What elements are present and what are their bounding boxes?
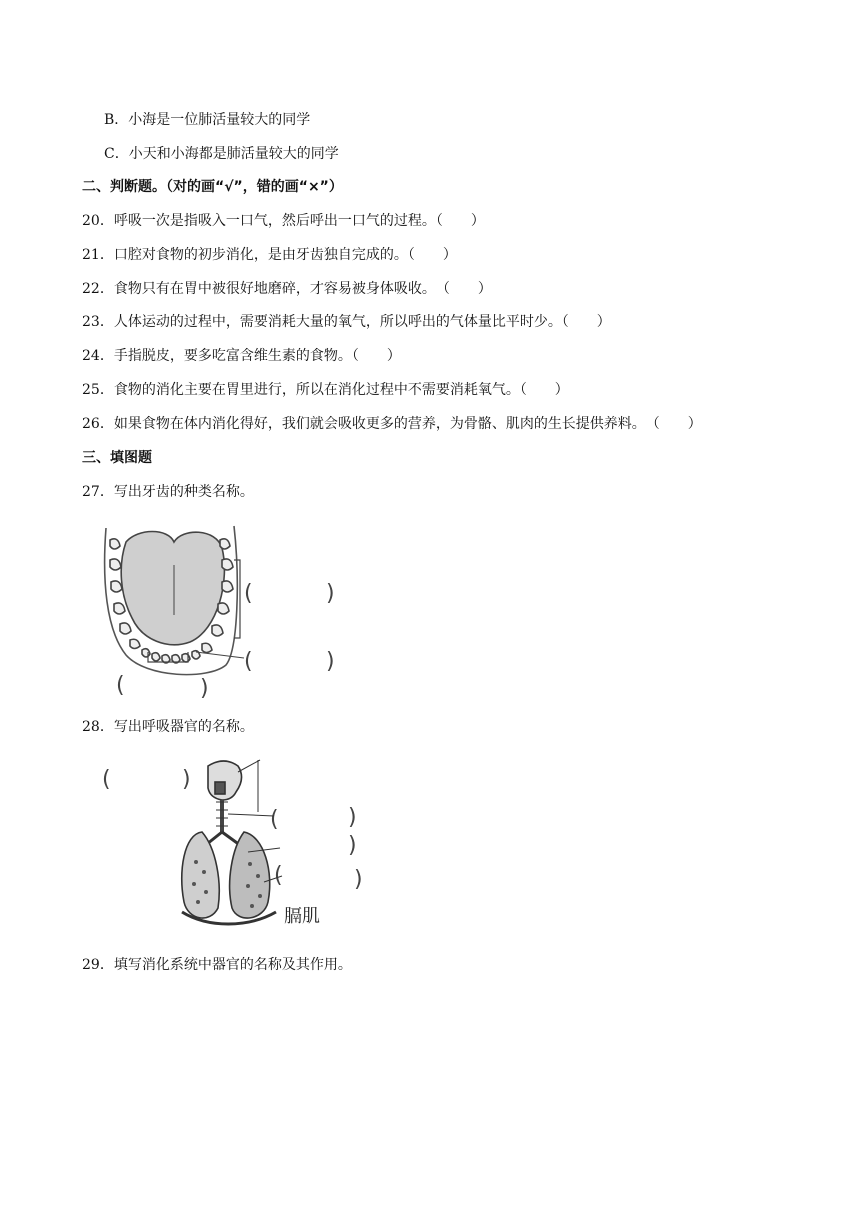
question-28: 28．写出呼吸器官的名称。 <box>82 719 254 735</box>
svg-text:): ) <box>182 767 191 792</box>
question-21: 21．口腔对食物的初步消化，是由牙齿独自完成的。（ ） <box>82 247 457 263</box>
svg-text:): ) <box>326 649 335 674</box>
section-heading-diagram: 三、填图题 <box>82 450 152 466</box>
question-23: 23．人体运动的过程中，需要消耗大量的氧气，所以呼出的气体量比平时少。（ ） <box>82 314 611 330</box>
svg-text:): ) <box>354 867 363 892</box>
svg-text:(: ( <box>116 673 125 698</box>
question-22: 22．食物只有在胃中被很好地磨碎，才容易被身体吸收。 （ ） <box>82 281 492 297</box>
svg-text:(: ( <box>270 807 279 832</box>
svg-text:): ) <box>348 833 357 858</box>
question-26: 26．如果食物在体内消化得好，我们就会吸收更多的营养，为骨骼、肌肉的生长提供养料。 （ ） <box>82 416 702 432</box>
svg-text:(: ( <box>244 581 253 606</box>
question-24: 24．手指脱皮，要多吃富含维生素的食物。（ ） <box>82 348 401 364</box>
svg-text:(: ( <box>274 863 283 888</box>
option-b: B．小海是一位肺活量较大的同学 <box>104 112 311 128</box>
respiratory-diagram <box>98 752 368 937</box>
section-heading-judgement: 二、判断题。（对的画“√”，错的画“×”） <box>82 179 343 195</box>
question-27: 27．写出牙齿的种类名称。 <box>82 484 254 500</box>
question-25: 25．食物的消化主要在胃里进行，所以在消化过程中不需要消耗氧气。（ ） <box>82 382 569 398</box>
svg-text:(: ( <box>244 649 253 674</box>
svg-text:): ) <box>200 676 209 701</box>
diaphragm-label: 膈肌 <box>284 906 320 927</box>
svg-text:): ) <box>348 805 357 830</box>
teeth-diagram <box>98 520 348 705</box>
option-c: C．小天和小海都是肺活量较大的同学 <box>104 146 339 162</box>
svg-text:): ) <box>326 581 335 606</box>
question-20: 20．呼吸一次是指吸入一口气，然后呼出一口气的过程。（ ） <box>82 213 485 229</box>
question-29: 29．填写消化系统中器官的名称及其作用。 <box>82 957 352 973</box>
svg-text:(: ( <box>102 767 111 792</box>
